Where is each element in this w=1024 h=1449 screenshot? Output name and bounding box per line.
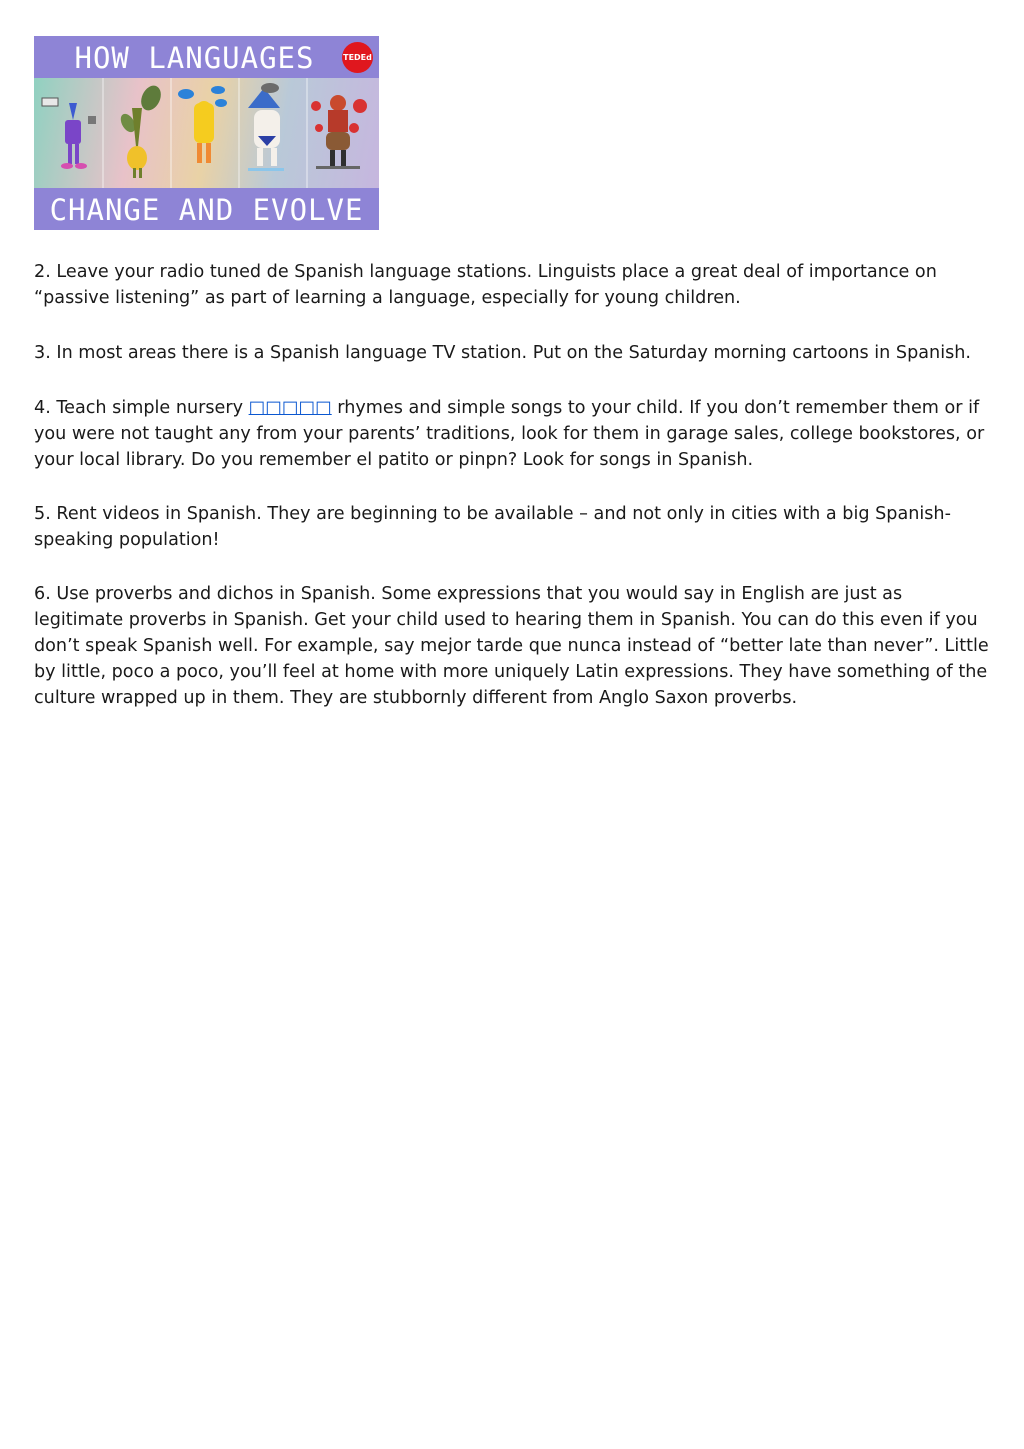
paragraph-4-text-end: rhymes and simple songs to your child. If you don’t remember them or if you were not taught any from your parents’ traditions, look for them in garage sales, college bookstores, or your local library. Do you remember el patito or pinpn? Look for songs in Spanish. [34,398,985,470]
figure-white [248,83,284,171]
banner-illustration [34,78,379,188]
paragraph-3: 3. In most areas there is a Spanish language TV station. Put on the Saturday morning cartoons in Spanish. [34,343,971,363]
video-thumbnail[interactable] [34,36,379,230]
teded-logo: TEDEd [342,42,373,73]
document-page [34,36,994,230]
paragraph-2: 2. Leave your radio tuned de Spanish language stations. Linguists place a great deal of importance on “passive listening” as part of learning a language, especially for young children. [34,262,937,308]
paragraph-4 [34,395,994,473]
paragraph-6: 6. Use proverbs and dichos in Spanish. Some expressions that you would say in English are just as legitimate proverbs in Spanish. Get your child used to hearing them in Spanish. You can do this even if you don’t speak Spanish well. For example, say mejor tarde que nunca instead of “better late than never”. Little by little, poco a poco, you’ll feel at home with more uniquely Latin expressions. They have something of the culture wrapped up in them. They are stubbornly different from Anglo Saxon proverbs. [34,584,989,708]
figure-yellow [178,86,227,163]
banner-title-bottom: CHANGE AND EVOLVE [49,193,364,227]
nursery-link[interactable]: □□□□□ [248,398,332,418]
banner-title-top: HOW LANGUAGES [74,41,315,75]
paragraph-5: 5. Rent videos in Spanish. They are beginning to be available – and not only in cities with a big Spanish-speaking population! [34,504,951,550]
figure-red [311,95,367,169]
figure-leaf [118,82,165,178]
figure-purple [42,98,96,169]
paragraph-4-text-start: 4. Teach simple nursery [34,398,249,418]
